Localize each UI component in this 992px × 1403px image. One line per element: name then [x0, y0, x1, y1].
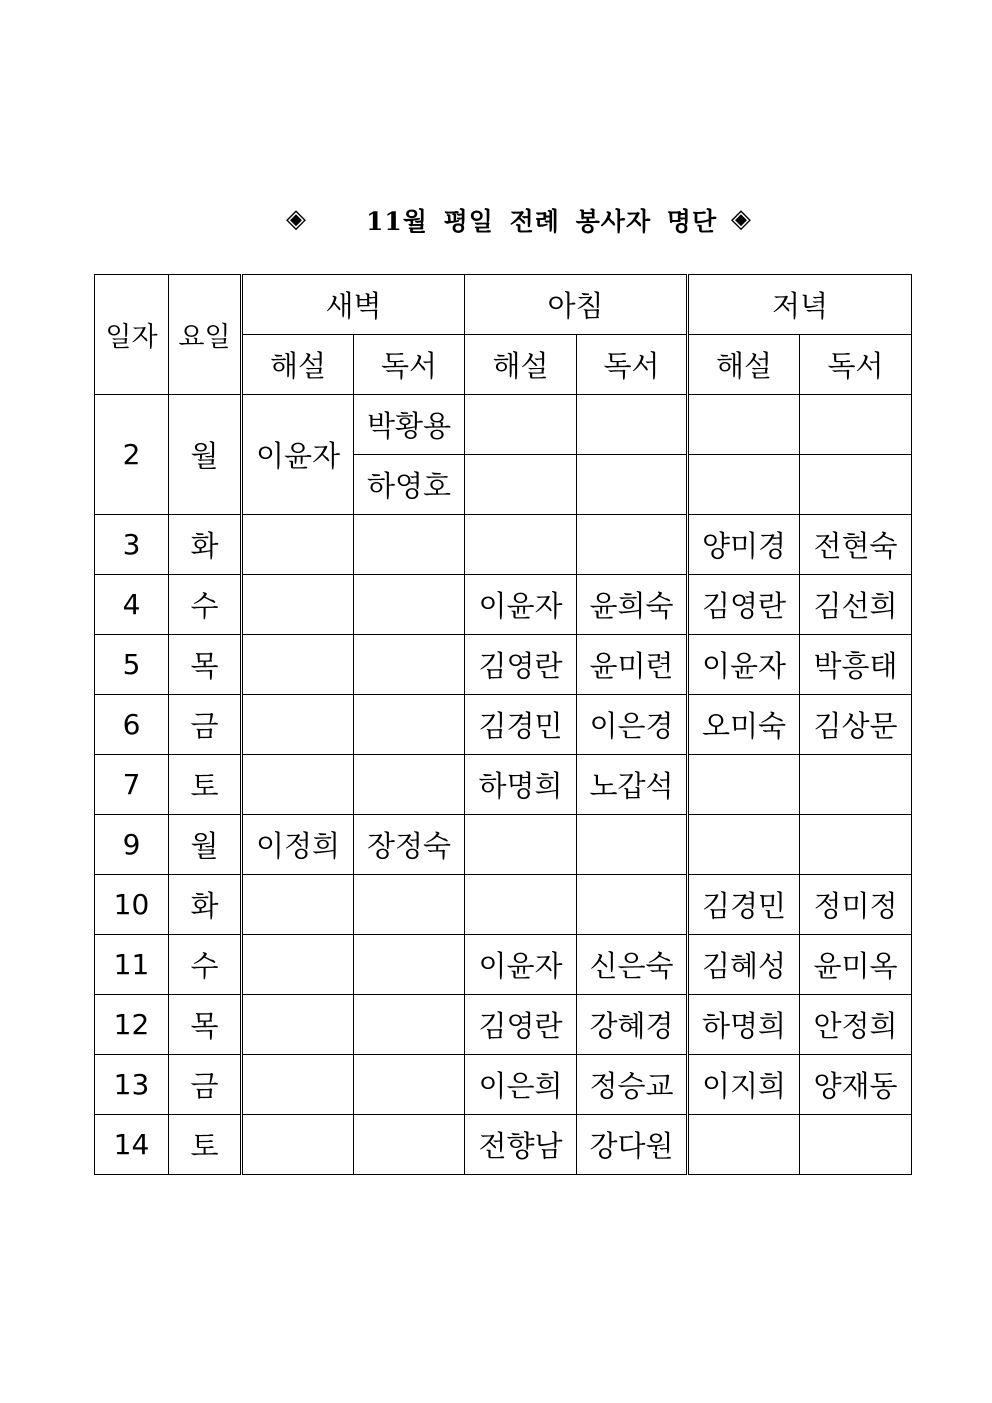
evening-commentary-cell: 김영란: [688, 575, 800, 635]
table-row: [95, 1115, 912, 1175]
table-row: [95, 995, 912, 1055]
evening-commentary-cell: 오미숙: [688, 695, 800, 755]
header-weekday: 요일: [169, 275, 242, 395]
date-cell: 11: [95, 935, 169, 995]
table-row: [95, 935, 912, 995]
header-dawn: 새벽: [242, 275, 465, 335]
title-text: 11월 평일 전례 봉사자 명단: [366, 207, 718, 236]
evening-reading-cell: [800, 815, 912, 875]
weekday-cell: 화: [169, 515, 242, 575]
evening-reading-cell: [800, 755, 912, 815]
dawn-commentary-cell: [242, 1055, 354, 1115]
morning-commentary-cell: [465, 515, 577, 575]
morning-reading-cell: 이은경: [577, 695, 688, 755]
volunteer-roster-table: [94, 274, 912, 1175]
dawn-commentary-cell: [242, 695, 354, 755]
weekday-cell: 토: [169, 1115, 242, 1175]
diamond-icon: ◈: [286, 204, 306, 234]
morning-commentary-cell: 이윤자: [465, 575, 577, 635]
table-row: [95, 815, 912, 875]
weekday-cell: 금: [169, 1055, 242, 1115]
weekday-cell: 수: [169, 935, 242, 995]
morning-reading-cell: 윤미련: [577, 635, 688, 695]
evening-commentary-cell: 이윤자: [688, 635, 800, 695]
evening-reading-cell: [800, 455, 912, 515]
dawn-reading-cell: [354, 515, 465, 575]
weekday-cell: 목: [169, 635, 242, 695]
header-row-top: [95, 275, 912, 335]
table-row: [95, 695, 912, 755]
morning-commentary-cell: 전향남: [465, 1115, 577, 1175]
table-row: [95, 755, 912, 815]
dawn-commentary-cell: [242, 755, 354, 815]
date-cell: 12: [95, 995, 169, 1055]
evening-commentary-cell: 이지희: [688, 1055, 800, 1115]
morning-commentary-cell: 이윤자: [465, 935, 577, 995]
morning-reading-cell: [577, 875, 688, 935]
morning-commentary-cell: [465, 455, 577, 515]
date-cell: 2: [95, 395, 169, 515]
dawn-reading-cell: 장정숙: [354, 815, 465, 875]
evening-commentary-cell: [688, 1115, 800, 1175]
weekday-cell: 화: [169, 875, 242, 935]
table-row: [95, 515, 912, 575]
date-cell: 3: [95, 515, 169, 575]
dawn-commentary-cell: [242, 935, 354, 995]
header-morning-reading: 독서: [577, 335, 688, 395]
header-evening: 저녁: [688, 275, 912, 335]
evening-reading-cell: 김상문: [800, 695, 912, 755]
dawn-reading-cell: [354, 995, 465, 1055]
header-morning-commentary: 해설: [465, 335, 577, 395]
weekday-cell: 수: [169, 575, 242, 635]
evening-commentary-cell: [688, 395, 800, 455]
dawn-reading-cell: [354, 875, 465, 935]
morning-reading-cell: 강다원: [577, 1115, 688, 1175]
evening-reading-cell: 안정희: [800, 995, 912, 1055]
evening-commentary-cell: 하명희: [688, 995, 800, 1055]
dawn-reading-cell: [354, 755, 465, 815]
morning-commentary-cell: 김영란: [465, 995, 577, 1055]
weekday-cell: 목: [169, 995, 242, 1055]
evening-commentary-cell: 김혜성: [688, 935, 800, 995]
header-dawn-reading: 독서: [354, 335, 465, 395]
dawn-commentary-cell: [242, 875, 354, 935]
date-cell: 5: [95, 635, 169, 695]
weekday-cell: 월: [169, 815, 242, 875]
evening-commentary-cell: 양미경: [688, 515, 800, 575]
diamond-icon: ◈: [731, 204, 751, 234]
date-cell: 6: [95, 695, 169, 755]
evening-reading-cell: 전현숙: [800, 515, 912, 575]
document-title: [0, 200, 992, 240]
header-dawn-commentary: 해설: [242, 335, 354, 395]
dawn-commentary-cell: 이정희: [242, 815, 354, 875]
date-cell: 7: [95, 755, 169, 815]
morning-reading-cell: 노갑석: [577, 755, 688, 815]
date-cell: 10: [95, 875, 169, 935]
dawn-reading-cell: 박황용: [354, 395, 465, 455]
evening-commentary-cell: [688, 815, 800, 875]
weekday-cell: 토: [169, 755, 242, 815]
header-date: 일자: [95, 275, 169, 395]
dawn-reading-cell: [354, 935, 465, 995]
date-cell: 13: [95, 1055, 169, 1115]
dawn-commentary-cell: 이윤자: [242, 395, 354, 515]
date-cell: 14: [95, 1115, 169, 1175]
morning-reading-cell: [577, 395, 688, 455]
morning-reading-cell: 신은숙: [577, 935, 688, 995]
header-evening-commentary: 해설: [688, 335, 800, 395]
dawn-commentary-cell: [242, 635, 354, 695]
morning-reading-cell: [577, 815, 688, 875]
evening-commentary-cell: 김경민: [688, 875, 800, 935]
morning-reading-cell: 윤희숙: [577, 575, 688, 635]
evening-reading-cell: 정미정: [800, 875, 912, 935]
evening-reading-cell: [800, 1115, 912, 1175]
morning-commentary-cell: 이은희: [465, 1055, 577, 1115]
morning-commentary-cell: [465, 875, 577, 935]
header-morning: 아침: [465, 275, 688, 335]
dawn-commentary-cell: [242, 1115, 354, 1175]
header-evening-reading: 독서: [800, 335, 912, 395]
dawn-reading-cell: [354, 695, 465, 755]
weekday-cell: 금: [169, 695, 242, 755]
date-cell: 4: [95, 575, 169, 635]
dawn-commentary-cell: [242, 515, 354, 575]
dawn-commentary-cell: [242, 995, 354, 1055]
table-row: [95, 635, 912, 695]
table-row: [95, 575, 912, 635]
evening-reading-cell: 박흥태: [800, 635, 912, 695]
morning-commentary-cell: 김영란: [465, 635, 577, 695]
evening-reading-cell: 윤미옥: [800, 935, 912, 995]
evening-commentary-cell: [688, 755, 800, 815]
dawn-reading-cell: [354, 635, 465, 695]
evening-reading-cell: [800, 395, 912, 455]
morning-reading-cell: 강혜경: [577, 995, 688, 1055]
morning-commentary-cell: 하명희: [465, 755, 577, 815]
morning-reading-cell: [577, 515, 688, 575]
dawn-reading-cell: [354, 1055, 465, 1115]
dawn-reading-cell: [354, 575, 465, 635]
morning-commentary-cell: [465, 815, 577, 875]
dawn-commentary-cell: [242, 575, 354, 635]
date-cell: 9: [95, 815, 169, 875]
evening-reading-cell: 양재동: [800, 1055, 912, 1115]
table-row: [95, 395, 912, 455]
morning-commentary-cell: 김경민: [465, 695, 577, 755]
morning-reading-cell: [577, 455, 688, 515]
evening-reading-cell: 김선희: [800, 575, 912, 635]
morning-commentary-cell: [465, 395, 577, 455]
evening-commentary-cell: [688, 455, 800, 515]
table-row: [95, 1055, 912, 1115]
dawn-reading-cell: [354, 1115, 465, 1175]
dawn-reading-cell: 하영호: [354, 455, 465, 515]
weekday-cell: 월: [169, 395, 242, 515]
table-row: [95, 875, 912, 935]
morning-reading-cell: 정승교: [577, 1055, 688, 1115]
